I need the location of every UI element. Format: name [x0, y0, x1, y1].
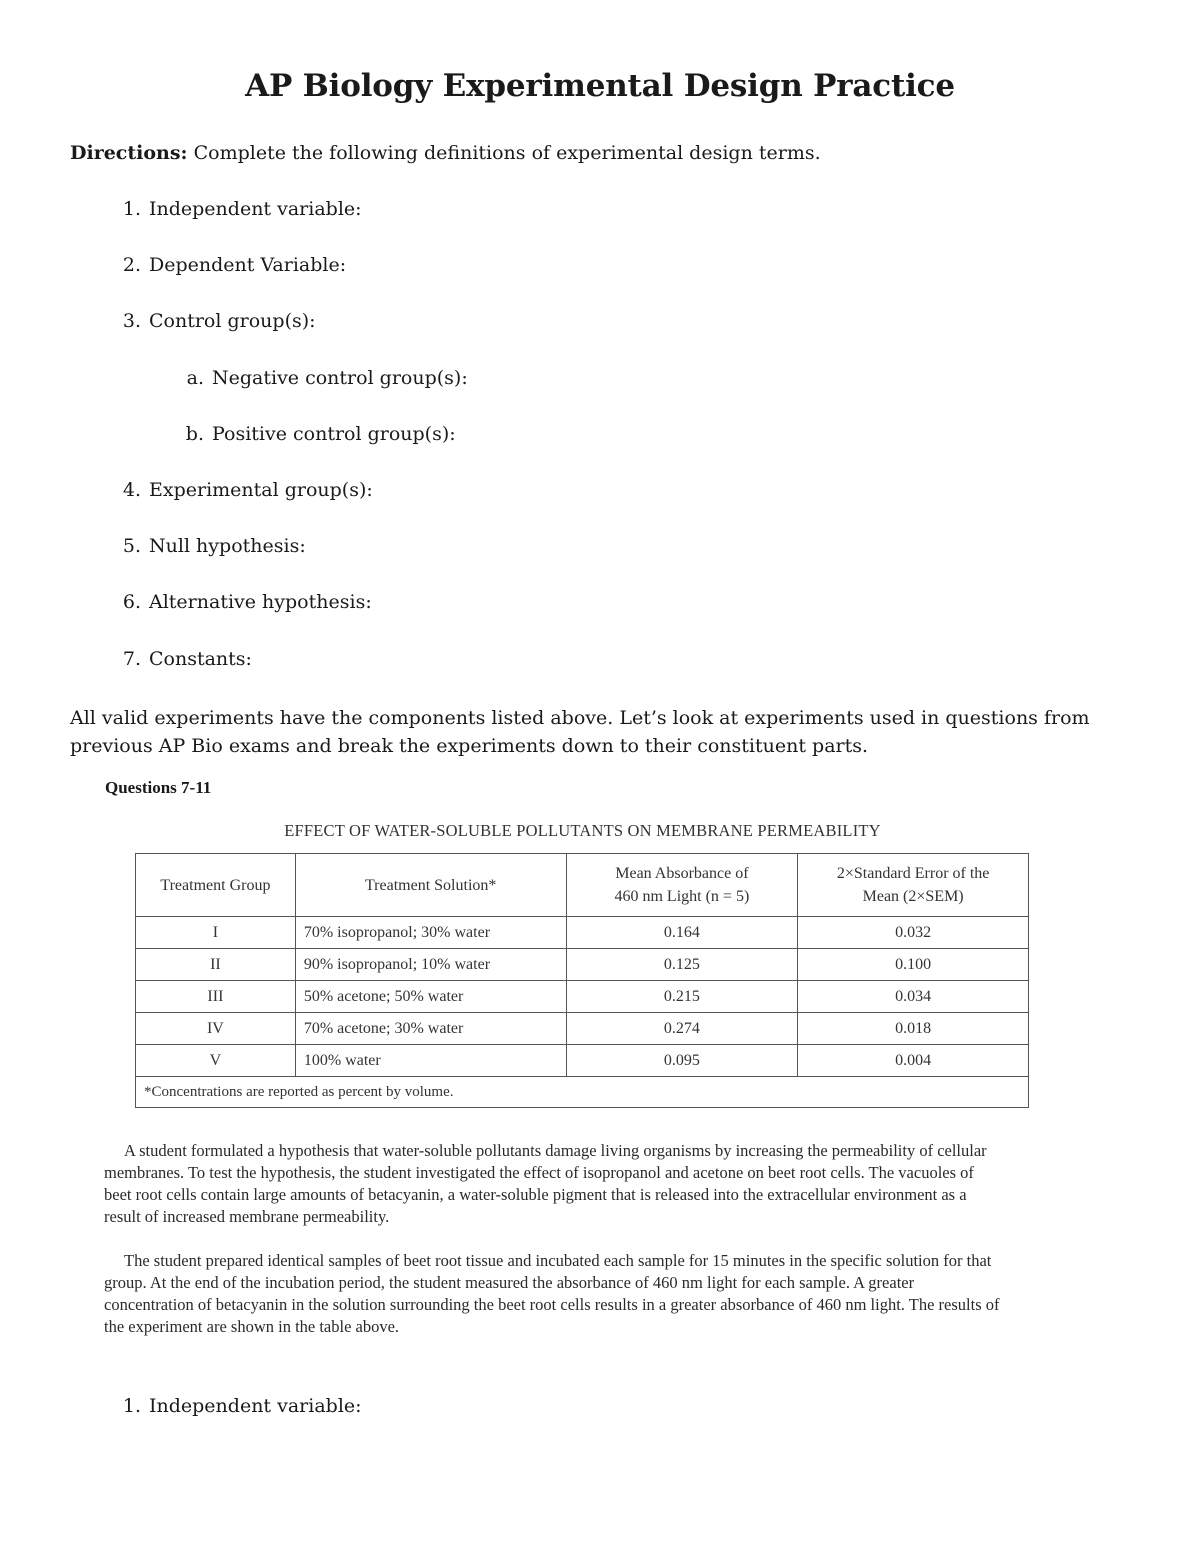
table-row — [136, 917, 1029, 949]
item-text: Constants: — [149, 648, 252, 670]
table-header-row — [136, 854, 1029, 917]
item-text: Dependent Variable: — [149, 254, 347, 276]
item-number: 3. — [122, 310, 141, 332]
header-mean-absorbance — [566, 854, 798, 917]
cell-mean: 0.164 — [566, 917, 798, 949]
item-number: 1. — [122, 198, 141, 220]
header-line: Mean Absorbance of — [615, 865, 749, 882]
table-row — [136, 981, 1029, 1013]
cell-mean: 0.125 — [566, 949, 798, 981]
cell-solution: 90% isopropanol; 10% water — [295, 949, 566, 981]
cell-group: I — [136, 917, 296, 949]
table-row — [136, 1045, 1029, 1077]
item-letter: b. — [185, 423, 204, 445]
item-number: 5. — [122, 535, 141, 557]
passage-text: A student formulated a hypothesis that water-soluble pollutants damage living organisms by increasing the permeability of cellular membranes. To test the hypothesis, the student investigated the effect of isopropanol and acetone on beet root cells. The vacuoles of beet root cells contain large amounts of betacyanin, a water-soluble pigment that is released into the extracellular environment as a result of increased membrane permeability. — [104, 1141, 987, 1226]
definition-item — [105, 198, 362, 220]
cell-solution: 100% water — [295, 1045, 566, 1077]
questions-label: Questions 7-11 — [105, 778, 212, 797]
cell-solution: 70% acetone; 30% water — [295, 1013, 566, 1045]
item-text: Control group(s): — [149, 310, 316, 332]
definition-subitem — [166, 367, 468, 389]
item-number: 2. — [122, 254, 141, 276]
cell-sem: 0.004 — [798, 1045, 1029, 1077]
item-text: Independent variable: — [149, 198, 362, 220]
passage-paragraph — [104, 1140, 1004, 1228]
cell-group: III — [136, 981, 296, 1013]
item-text: Alternative hypothesis: — [149, 591, 372, 613]
page-title: AP Biology Experimental Design Practice — [245, 68, 955, 104]
table-footnote: *Concentrations are reported as percent by volume. — [136, 1077, 1029, 1108]
header-standard-error — [798, 854, 1029, 917]
definition-subitem — [166, 423, 456, 445]
cell-sem: 0.100 — [798, 949, 1029, 981]
definition-item — [105, 591, 372, 613]
definition-item — [105, 648, 252, 670]
results-table — [135, 853, 1029, 1108]
item-text: Experimental group(s): — [149, 479, 373, 501]
definition-item — [105, 479, 373, 501]
item-number: 4. — [122, 479, 141, 501]
cell-mean: 0.215 — [566, 981, 798, 1013]
header-line: 2×Standard Error of the — [836, 865, 990, 882]
cell-mean: 0.274 — [566, 1013, 798, 1045]
directions-label: Directions: — [70, 142, 188, 164]
header-line: Mean (2×SEM) — [862, 888, 964, 905]
item-text: Null hypothesis: — [149, 535, 306, 557]
item-number: 7. — [122, 648, 141, 670]
intro-paragraph: All valid experiments have the components listed above. Let’s look at experiments used in questions from previous AP Bio exams and break the experiments down to their constituent parts. — [70, 707, 1090, 757]
definition-item — [105, 1395, 362, 1417]
cell-group: IV — [136, 1013, 296, 1045]
table-footnote-row — [136, 1077, 1029, 1108]
passage-paragraph — [104, 1250, 1004, 1338]
definition-item — [105, 254, 346, 276]
header-treatment-solution: Treatment Solution* — [295, 854, 566, 917]
header-treatment-group: Treatment Group — [136, 854, 296, 917]
item-text: Negative control group(s): — [212, 367, 468, 389]
item-number: 1. — [122, 1395, 141, 1417]
table-row — [136, 1013, 1029, 1045]
cell-sem: 0.032 — [798, 917, 1029, 949]
item-letter: a. — [186, 367, 204, 389]
cell-group: V — [136, 1045, 296, 1077]
cell-sem: 0.018 — [798, 1013, 1029, 1045]
item-number: 6. — [122, 591, 141, 613]
definition-item — [105, 310, 316, 332]
table-title: EFFECT OF WATER-SOLUBLE POLLUTANTS ON MEMBRANE PERMEABILITY — [284, 821, 881, 840]
passage-text: The student prepared identical samples of beet root tissue and incubated each sample for 15 minutes in the specific solution for that group. At the end of the incubation period, the student measured the absorbance of 460 nm light for each sample. A greater concentration of betacyanin in the solution surrounding the beet root cells results in a greater absorbance of 460 nm light. The results of the experiment are shown in the table above. — [104, 1251, 1000, 1336]
definition-item — [105, 535, 306, 557]
cell-mean: 0.095 — [566, 1045, 798, 1077]
cell-group: II — [136, 949, 296, 981]
table-row — [136, 949, 1029, 981]
header-line: 460 nm Light (n = 5) — [614, 888, 750, 905]
cell-sem: 0.034 — [798, 981, 1029, 1013]
directions — [70, 142, 821, 164]
cell-solution: 50% acetone; 50% water — [295, 981, 566, 1013]
item-text: Independent variable: — [149, 1395, 362, 1417]
cell-solution: 70% isopropanol; 30% water — [295, 917, 566, 949]
item-text: Positive control group(s): — [212, 423, 456, 445]
directions-text: Complete the following definitions of experimental design terms. — [193, 142, 821, 164]
